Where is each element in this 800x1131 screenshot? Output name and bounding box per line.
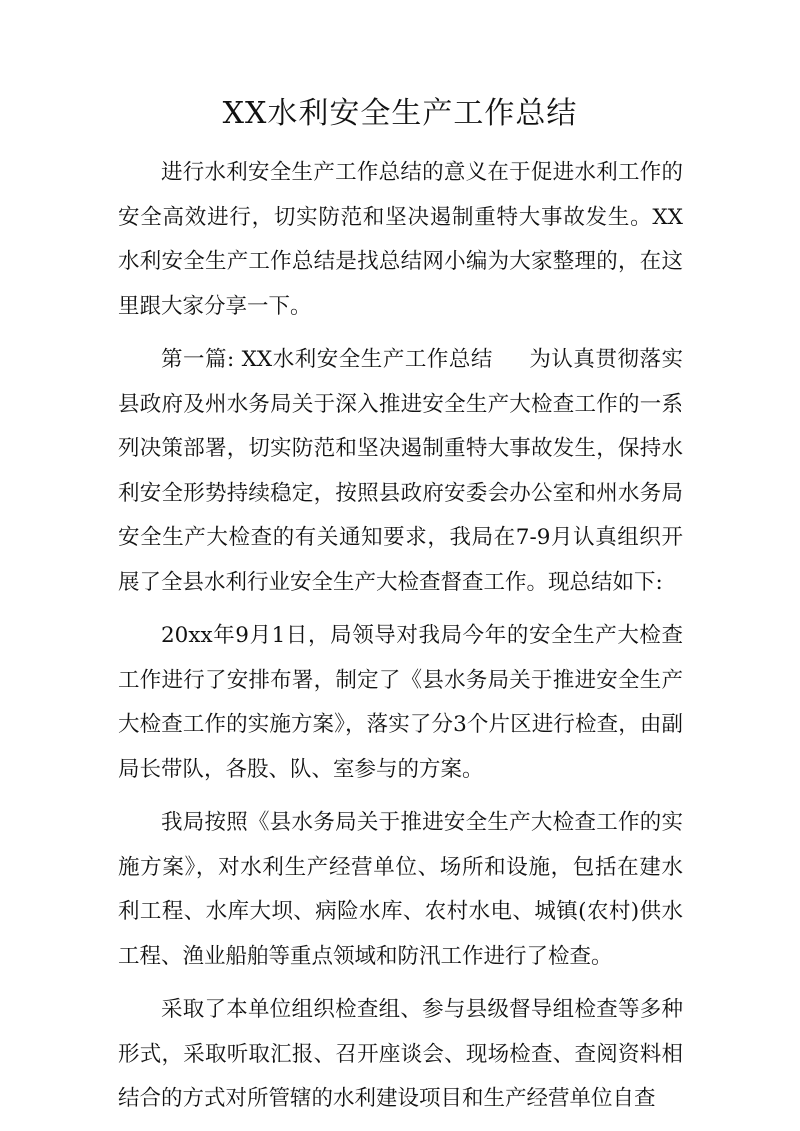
- paragraph-text: 为认真贯彻落实县政府及州水务局关于深入推进安全生产大检查工作的一系列决策部署，切实防范和坚决遏制重特大事故发生，保持水利安全形势持续稳定，按照县政府安委会办公室和州水务局安全生产大检查的有关通知要求，我局在7-9月认真组织开展了全县水利行业安全生产大检查督查工作。现总结如下:: [118, 347, 683, 595]
- document-body: [118, 151, 683, 1131]
- section-heading: 第一篇: XX水利安全生产工作总结: [161, 347, 493, 372]
- paragraph-part-one: [118, 338, 683, 605]
- paragraph-arrangement: 20xx年9月1日，局领导对我局今年的安全生产大检查工作进行了安排布署，制定了《县水务局关于推进安全生产大检查工作的实施方案》，落实了分3个片区进行检查，由副局长带队，各股、队、室参与的方案。: [118, 623, 683, 782]
- paragraph-inspection-methods: 采取了本单位组织检查组、参与县级督导组检查等多种形式，采取听取汇报、召开座谈会、现场检查、查阅资料相结合的方式对所管辖的水利建设项目和生产经营单位自查: [118, 997, 683, 1111]
- paragraph-intro: 进行水利安全生产工作总结的意义在于促进水利工作的安全高效进行，切实防范和坚决遏制重特大事故发生。XX水利安全生产工作总结是找总结网小编为大家整理的，在这里跟大家分享一下。: [118, 160, 683, 319]
- paragraph-inspection-scope: 我局按照《县水务局关于推进安全生产大检查工作的实施方案》，对水利生产经营单位、场所和设施，包括在建水利工程、水库大坝、病险水库、农村水电、城镇(农村)供水工程、渔业船舶等重点领域和防汛工作进行了检查。: [118, 810, 683, 969]
- document-title: XX水利安全生产工作总结: [222, 96, 578, 131]
